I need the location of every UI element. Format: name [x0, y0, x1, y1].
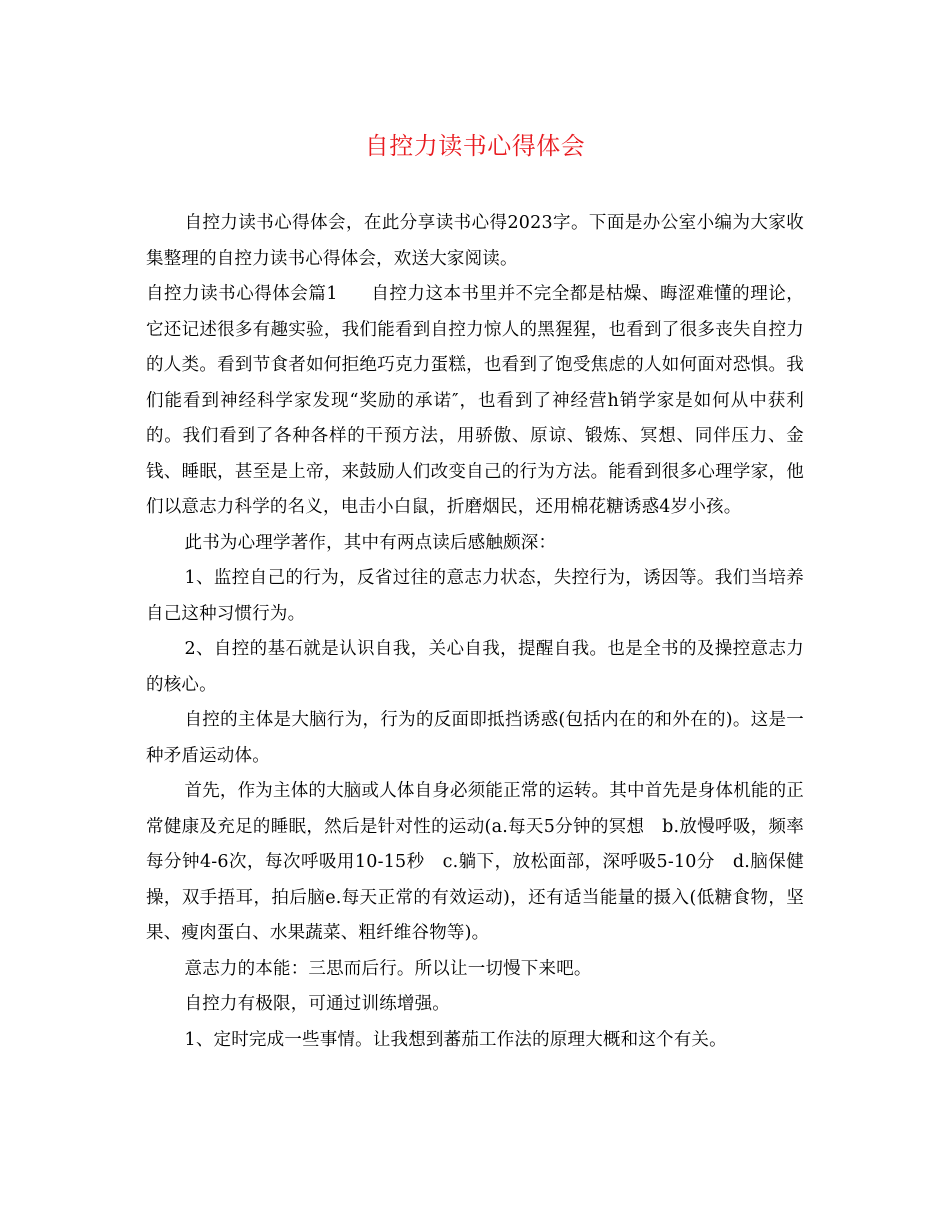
section-1-text: 自控力这本书里并不完全都是枯燥、晦涩难懂的理论，它还记述很多有趣实验，我们能看到自控力惊人的黑猩猩，也看到了很多丧失自控力的人类。看到节食者如何拒绝巧克力蛋糕，也看到了饱受焦虑的人如何面对恐惧。我们能看到神经科学家发现“奖励的承诺″，也看到了神经营h销学家是如何从中获利的。我们看到了各种各样的干预方法，用骄傲、原谅、锻炼、冥想、同伴压力、金钱、睡眠，甚至是上帝，来鼓励人们改变自己的行为方法。能看到很多心理学家，他们以意志力科学的名义，电击小白鼠，折磨烟民，还用棉花糖诱惑4岁小孩。: [146, 284, 804, 517]
paragraph: 首先，作为主体的大脑或人体自身必须能正常的运转。其中首先是身体机能的正常健康及充足的睡眠，然后是针对性的运动(a.每天5分钟的冥想 b.放慢呼吸，频率每分钟4-6次，每次呼吸用10-15秒 c.躺下，放松面部，深呼吸5-10分 d.脑保健操，双手捂耳，拍后脑e.每天正常的有效运动)，还有适当能量的摄入(低糖食物，坚果、瘦肉蛋白、水果蔬菜、粗纤维谷物等)。: [146, 781, 804, 943]
paragraph: 自控的主体是大脑行为，行为的反面即抵挡诱惑(包括内在的和外在的)。这是一种矛盾运动体。: [146, 710, 804, 766]
paragraph: 2、自控的基石就是认识自我，关心自我，提醒自我。也是全书的及操控意志力的核心。: [146, 639, 804, 695]
document-title: 自控力读书心得体会: [364, 132, 586, 160]
intro-paragraph: 自控力读书心得体会，在此分享读书心得2023字。下面是办公室小编为大家收集整理的自控力读书心得体会，欢送大家阅读。: [146, 213, 804, 269]
section-1-label: 自控力读书心得体会篇1: [146, 284, 338, 304]
section-1-paragraph: [146, 277, 804, 526]
document-body: [146, 206, 804, 1058]
paragraph: 自控力有极限，可通过训练增强。: [184, 994, 450, 1014]
paragraph: 意志力的本能：三思而后行。所以让一切慢下来吧。: [184, 958, 592, 979]
paragraph: 此书为心理学著作，其中有两点读后感触颇深：: [184, 532, 557, 553]
paragraph: 1、定时完成一些事情。让我想到蕃茄工作法的原理大概和这个有关。: [184, 1029, 727, 1050]
paragraph: 1、监控自己的行为，反省过往的意志力状态，失控行为，诱因等。我们当培养自己这种习惯行为。: [146, 568, 804, 624]
